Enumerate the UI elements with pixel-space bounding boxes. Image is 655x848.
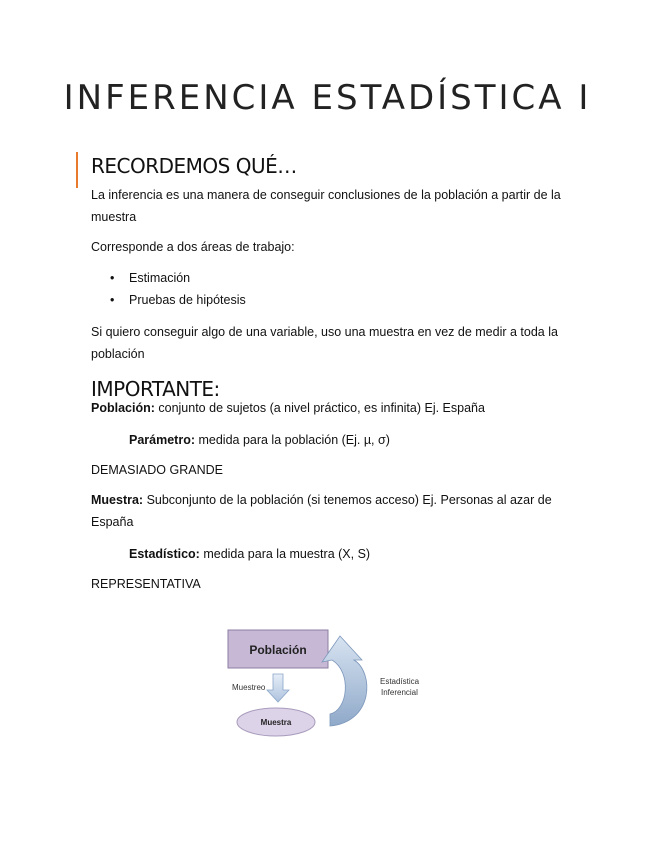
muestra-ellipse-label: Muestra	[260, 718, 292, 727]
definition-muestra	[91, 489, 569, 533]
section-heading-recordemos: RECORDEMOS QUÉ…	[91, 154, 297, 178]
inference-diagram	[226, 628, 436, 746]
estadistica-label: Estadística	[380, 677, 420, 686]
definition-estadistico	[129, 543, 607, 565]
bullet-icon: •	[110, 271, 115, 285]
paragraph-inferencia: La inferencia es una manera de conseguir conclusiones de la población a partir de la muestra	[91, 188, 561, 224]
term-text: medida para la muestra (X, S)	[199, 547, 371, 561]
term-label: Estadístico:	[129, 547, 200, 561]
note-representativa: REPRESENTATIVA	[91, 577, 201, 591]
paragraph-variable: Si quiero conseguir algo de una variable, uso una muestra en vez de medir a toda la población	[91, 325, 558, 361]
page-title: INFERENCIA ESTADÍSTICA I	[63, 78, 592, 118]
definition-poblacion	[91, 397, 569, 419]
list-item	[106, 289, 246, 311]
bullet-icon: •	[110, 293, 115, 307]
muestreo-label: Muestreo	[232, 683, 266, 692]
term-label: Población:	[91, 401, 155, 415]
term-label: Muestra:	[91, 493, 144, 507]
muestreo-arrow-icon	[267, 674, 289, 702]
term-text: Subconjunto de la población (si tenemos acceso) Ej. Personas al azar de España	[91, 493, 552, 529]
poblacion-box-label: Población	[249, 643, 307, 657]
term-text: medida para la población (Ej. µ, σ)	[195, 433, 390, 447]
heading-accent-bar	[76, 152, 78, 188]
definition-parametro	[129, 429, 607, 451]
bullet-list	[106, 267, 246, 311]
note-demasiado-grande: DEMASIADO GRANDE	[91, 463, 223, 477]
term-text: conjunto de sujetos (a nivel práctico, es infinita) Ej. España	[154, 401, 485, 415]
paragraph-areas: Corresponde a dos áreas de trabajo:	[91, 240, 295, 254]
list-item-label: Pruebas de hipótesis	[129, 293, 246, 307]
term-label: Parámetro:	[129, 433, 195, 447]
list-item	[106, 267, 246, 289]
inferencial-label: Inferencial	[381, 688, 418, 697]
section-heading-importante: IMPORTANTE:	[91, 377, 220, 401]
inferencia-curved-arrow-icon	[322, 636, 367, 726]
list-item-label: Estimación	[129, 271, 191, 285]
